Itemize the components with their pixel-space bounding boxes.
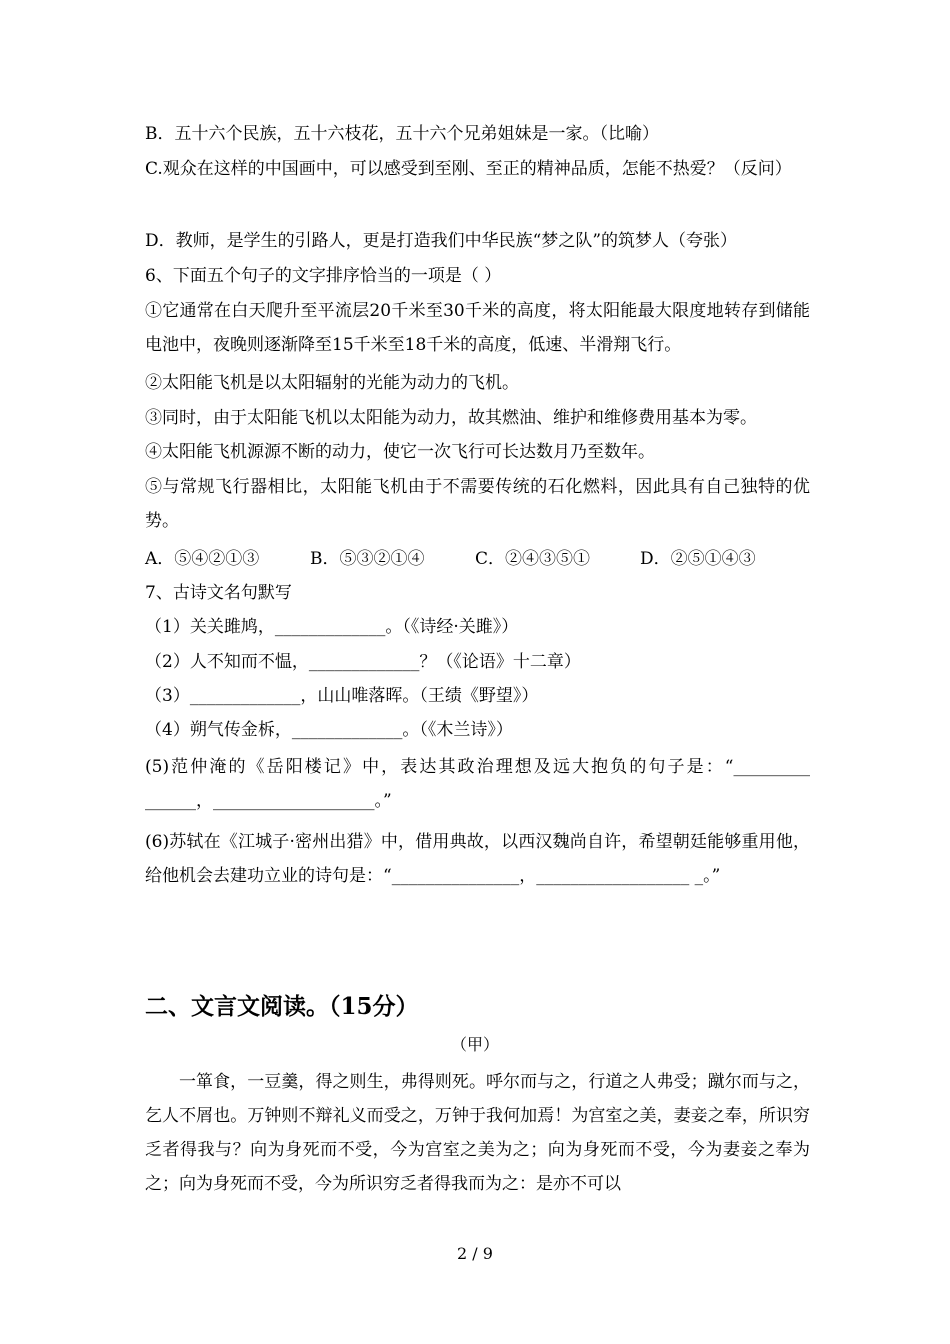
q7-item-6: (6)苏轼在《江城子·密州出猎》中，借用典故，以西汉魏尚自许，希望朝廷能够重用他，给他机会去建功立业的诗句是：“_______________，__________________ _。”: [145, 832, 810, 886]
q6-sentence-1: ①它通常在白天爬升至平流层20千米至30千米的高度，将太阳能最大限度地转存到储能电池中，夜晚则逐渐降至15千米至18千米的高度，低速、半滑翔飞行。: [145, 301, 810, 355]
q6-stem: 6、下面五个句子的文字排序恰当的一项是（ ）: [145, 266, 502, 286]
q6-choice-b: B．⑤③②①④: [310, 549, 425, 569]
q5-option-b: B．五十六个民族，五十六枝花，五十六个兄弟姐妹是一家。（比喻）: [145, 124, 659, 144]
q7-stem: 7、古诗文名句默写: [145, 583, 292, 603]
q6-choice-c: C．②④③⑤①: [475, 549, 591, 569]
q6-choice-d: D．②⑤①④③: [640, 549, 756, 569]
q5-option-d: D．教师，是学生的引路人，更是打造我们中华民族“梦之队”的筑梦人（夸张）: [145, 231, 738, 251]
classical-text-paragraph: 一箪食，一豆羹，得之则生，弗得则死。呼尔而与之，行道之人弗受；蹴尔而与之，乞人不屑也。万钟则不辩礼义而受之，万钟于我何加焉！为宫室之美，妻妾之奉，所识穷乏者得我与？向为身死而不受，今为宫室之美为之；向为身死而不受，今为妻妾之奉为之；向为身死而不受，今为所识穷乏者得我而为之：是亦不可以: [145, 1072, 810, 1194]
section-subtitle: （甲）: [450, 1035, 499, 1054]
q7-item-5: (5)范仲淹的《岳阳楼记》中，表达其政治理想及远大抱负的句子是：“_________ ______，___________________。”: [145, 757, 810, 811]
page-number: 2 / 9: [457, 1244, 493, 1263]
q6-sentence-2: ②太阳能飞机是以太阳辐射的光能为动力的飞机。: [145, 373, 519, 393]
q6-choice-a: A．⑤④②①③: [145, 549, 260, 569]
q6-sentence-4: ④太阳能飞机源源不断的动力，使它一次飞行可长达数月乃至数年。: [145, 442, 655, 462]
q5-option-c: C.观众在这样的中国画中，可以感受到至刚、至正的精神品质，怎能不热爱？（反问）: [145, 159, 792, 179]
q6-sentence-5: ⑤与常规飞行器相比，太阳能飞机由于不需要传统的石化燃料，因此具有自己独特的优势。: [145, 477, 810, 531]
section-heading: 二、文言文阅读。（15分）: [145, 993, 419, 1020]
q7-item-2: （2）人不知而不愠，_____________？（《论语》十二章）: [145, 652, 581, 672]
q7-item-4: （4）朔气传金柝，_____________。（《木兰诗》）: [145, 720, 513, 740]
q6-sentence-3: ③同时，由于太阳能飞机以太阳能为动力，故其燃油、维护和维修费用基本为零。: [145, 408, 757, 428]
q7-item-1: （1）关关雎鸠，_____________。（《诗经·关雎》）: [145, 617, 519, 637]
q7-item-3: （3）_____________，山山唯落晖。（王绩《野望》）: [145, 686, 539, 706]
